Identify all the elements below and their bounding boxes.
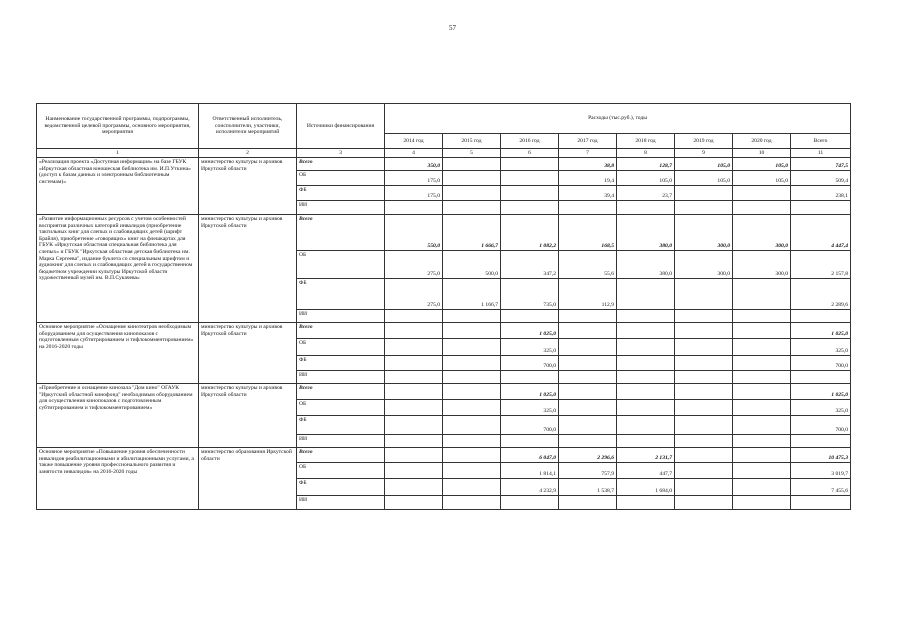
amount-cell: [675, 435, 733, 448]
funding-source: ФБ: [297, 416, 385, 435]
executor: министерство культуры и архивов Иркутской области: [199, 215, 297, 323]
header-name: Наименование государственной программы, подпрограммы, ведомственной целевой программы, основного мероприятия, мероприятия: [37, 104, 199, 149]
amount-cell: 380,0: [617, 215, 675, 251]
amount-cell: 168,5: [559, 215, 617, 251]
amount-cell: 23,7: [617, 186, 675, 201]
amount-cell: 1 166,7: [443, 279, 501, 310]
executor: министерство культуры и архивов Иркутской области: [199, 158, 297, 215]
total-cell: 1 025,0: [791, 323, 851, 339]
amount-cell: [733, 384, 791, 400]
amount-cell: 275,0: [385, 279, 443, 310]
amount-cell: [385, 310, 443, 323]
amount-cell: [617, 356, 675, 371]
total-cell: 2 157,8: [791, 251, 851, 279]
amount-cell: [385, 371, 443, 384]
amount-cell: [443, 435, 501, 448]
column-number: 7: [559, 149, 617, 158]
amount-cell: [675, 339, 733, 356]
amount-cell: 700,0: [501, 356, 559, 371]
executor: министерство культуры и архивов Иркутской области: [199, 323, 297, 384]
amount-cell: [385, 323, 443, 339]
total-cell: 2 289,6: [791, 279, 851, 310]
amount-cell: [617, 435, 675, 448]
amount-cell: [559, 310, 617, 323]
total-cell: [791, 201, 851, 215]
amount-cell: 2 131,7: [617, 448, 675, 463]
column-number: 8: [617, 149, 675, 158]
total-cell: 4 447,4: [791, 215, 851, 251]
amount-cell: [675, 310, 733, 323]
funding-source: ИИ: [297, 310, 385, 323]
funding-source: Всего: [297, 448, 385, 463]
amount-cell: 1 025,0: [501, 384, 559, 400]
amount-cell: [675, 201, 733, 215]
total-cell: 7 455,6: [791, 479, 851, 496]
amount-cell: [559, 323, 617, 339]
amount-cell: [733, 371, 791, 384]
amount-cell: 700,0: [501, 416, 559, 435]
funding-source: ОБ: [297, 339, 385, 356]
header-year: 2014 год: [385, 134, 443, 149]
amount-cell: 350,0: [385, 158, 443, 171]
amount-cell: [559, 496, 617, 510]
funding-source: Всего: [297, 215, 385, 251]
amount-cell: [675, 384, 733, 400]
amount-cell: [675, 448, 733, 463]
amount-cell: [443, 496, 501, 510]
amount-cell: 1 082,2: [501, 215, 559, 251]
amount-cell: [617, 384, 675, 400]
amount-cell: [443, 371, 501, 384]
amount-cell: [385, 400, 443, 416]
funding-source: ИИ: [297, 496, 385, 510]
amount-cell: 19,4: [559, 171, 617, 186]
amount-cell: [675, 479, 733, 496]
amount-cell: [559, 201, 617, 215]
amount-cell: [385, 496, 443, 510]
amount-cell: 4 232,9: [501, 479, 559, 496]
header-year: 2016 год: [501, 134, 559, 149]
total-cell: 325,0: [791, 339, 851, 356]
amount-cell: [675, 463, 733, 479]
header-expenses: Расходы (тыс.руб.), годы: [385, 104, 851, 134]
amount-cell: [443, 416, 501, 435]
amount-cell: [617, 371, 675, 384]
total-cell: 10 475,3: [791, 448, 851, 463]
amount-cell: 6 047,0: [501, 448, 559, 463]
column-number: 10: [733, 149, 791, 158]
amount-cell: [443, 158, 501, 171]
column-number-row: [37, 149, 851, 158]
amount-cell: [501, 371, 559, 384]
amount-cell: 447,7: [617, 463, 675, 479]
page-number: 57: [449, 24, 456, 32]
total-cell: 238,1: [791, 186, 851, 201]
total-cell: 700,0: [791, 416, 851, 435]
amount-cell: 1 684,0: [617, 479, 675, 496]
amount-cell: [443, 323, 501, 339]
amount-cell: 128,7: [617, 158, 675, 171]
funding-source: Всего: [297, 384, 385, 400]
amount-cell: [559, 356, 617, 371]
amount-cell: 735,0: [501, 279, 559, 310]
amount-cell: 38,8: [559, 158, 617, 171]
header-executor: Ответственный исполнитель, соисполнители, участники, исполнители мероприятий: [199, 104, 297, 149]
funding-source: ОБ: [297, 463, 385, 479]
header-year: 2015 год: [443, 134, 501, 149]
amount-cell: [385, 339, 443, 356]
funding-source: ФБ: [297, 279, 385, 310]
amount-cell: 300,0: [675, 215, 733, 251]
amount-cell: [501, 310, 559, 323]
amount-cell: [733, 416, 791, 435]
amount-cell: [733, 310, 791, 323]
amount-cell: [501, 186, 559, 201]
total-cell: [791, 496, 851, 510]
amount-cell: [733, 186, 791, 201]
amount-cell: [733, 279, 791, 310]
measure-name: «Развитие информационных ресурсов с учетом особенностей восприятия различных категорий инвалидов (приобретение тактильных книг для слепых и слабовидящих детей (шрифт Брайля), приобретение «говорящих» книг на флешкартах для ГБУК «Иркутская областная специальная библиотека для слепых» и ГБУК "Иркутская областная детская библиотека им. Марка Сергеева", издание буклета со специальным шрифтом и аудиокниг для слепых и слабовидящих детей в государственном бюджетном учреждении культуры Иркутской области художественный музей им. В.П.Сукачева»: [37, 215, 199, 323]
funding-source: ИИ: [297, 435, 385, 448]
funding-source: ФБ: [297, 479, 385, 496]
table-row: [37, 215, 851, 251]
header-source: Источники финансирования: [297, 104, 385, 149]
amount-cell: [385, 448, 443, 463]
amount-cell: [733, 479, 791, 496]
amount-cell: 550,0: [385, 215, 443, 251]
amount-cell: [559, 339, 617, 356]
funding-source: ФБ: [297, 186, 385, 201]
total-cell: [791, 310, 851, 323]
amount-cell: [385, 463, 443, 479]
amount-cell: [675, 400, 733, 416]
amount-cell: [733, 201, 791, 215]
amount-cell: 300,0: [733, 251, 791, 279]
amount-cell: [675, 356, 733, 371]
header-year: 2020 год: [733, 134, 791, 149]
amount-cell: [617, 339, 675, 356]
column-number: 5: [443, 149, 501, 158]
amount-cell: [443, 201, 501, 215]
header-total: Всего: [791, 134, 851, 149]
amount-cell: [385, 435, 443, 448]
amount-cell: 105,0: [675, 158, 733, 171]
amount-cell: [385, 201, 443, 215]
amount-cell: 347,2: [501, 251, 559, 279]
amount-cell: 275,0: [385, 251, 443, 279]
amount-cell: 175,0: [385, 171, 443, 186]
measure-name: «Приобретение и оснащение кинозала "Дом кино" ОГАУК "Иркутский областной кинофонд" необходимым оборудованием для осуществления кинопоказов с подготовленным субтитрированием и тифлокомментированием»: [37, 384, 199, 448]
header-year: 2017 год: [559, 134, 617, 149]
amount-cell: [501, 201, 559, 215]
funding-source: Всего: [297, 323, 385, 339]
amount-cell: 112,9: [559, 279, 617, 310]
table-row: [37, 448, 851, 463]
amount-cell: 1 666,7: [443, 215, 501, 251]
amount-cell: [733, 339, 791, 356]
amount-cell: 500,0: [443, 251, 501, 279]
amount-cell: [443, 356, 501, 371]
amount-cell: [559, 416, 617, 435]
amount-cell: [617, 496, 675, 510]
column-number: 11: [791, 149, 851, 158]
total-cell: 325,0: [791, 400, 851, 416]
total-cell: 3 019,7: [791, 463, 851, 479]
total-cell: 1 025,0: [791, 384, 851, 400]
total-cell: [791, 371, 851, 384]
amount-cell: 325,0: [501, 339, 559, 356]
column-number: 6: [501, 149, 559, 158]
amount-cell: 1 814,1: [501, 463, 559, 479]
amount-cell: [443, 400, 501, 416]
total-cell: 509,4: [791, 171, 851, 186]
amount-cell: 300,0: [675, 251, 733, 279]
amount-cell: [617, 310, 675, 323]
column-number: 4: [385, 149, 443, 158]
amount-cell: [733, 448, 791, 463]
amount-cell: [443, 310, 501, 323]
amount-cell: [617, 416, 675, 435]
funding-source: ИИ: [297, 201, 385, 215]
funding-source: Всего: [297, 158, 385, 171]
table-row: [37, 323, 851, 339]
table-row: [37, 384, 851, 400]
amount-cell: [559, 400, 617, 416]
funding-source: ОБ: [297, 251, 385, 279]
total-cell: 700,0: [791, 356, 851, 371]
amount-cell: [443, 448, 501, 463]
amount-cell: [443, 339, 501, 356]
amount-cell: [443, 463, 501, 479]
header-year: 2019 год: [675, 134, 733, 149]
amount-cell: [617, 279, 675, 310]
amount-cell: 105,0: [617, 171, 675, 186]
measure-name: «Реализация проекта «Доступная информация» на базе ГБУК «Иркутская областная юношеская библиотека им. И.П.Уткина» (доступ к базам данных и электронным библиотечным системам)»: [37, 158, 199, 215]
amount-cell: [443, 384, 501, 400]
amount-cell: 1 538,7: [559, 479, 617, 496]
amount-cell: [385, 384, 443, 400]
funding-source: ИИ: [297, 371, 385, 384]
amount-cell: [675, 323, 733, 339]
header-year: 2018 год: [617, 134, 675, 149]
measure-name: Основное мероприятие «Оснащение кинотеатров необходимым оборудованием для осуществления кинопоказов с подготовленным субтитрированием и тифлокомментированием» на 2016-2020 годы: [37, 323, 199, 384]
amount-cell: [385, 479, 443, 496]
amount-cell: [675, 416, 733, 435]
funding-source: ОБ: [297, 171, 385, 186]
amount-cell: [733, 323, 791, 339]
amount-cell: [617, 201, 675, 215]
amount-cell: [501, 158, 559, 171]
table-row: [37, 158, 851, 171]
amount-cell: 105,0: [733, 158, 791, 171]
amount-cell: [443, 186, 501, 201]
total-cell: 747,5: [791, 158, 851, 171]
amount-cell: [501, 496, 559, 510]
amount-cell: [733, 463, 791, 479]
column-number: 9: [675, 149, 733, 158]
amount-cell: 2 296,6: [559, 448, 617, 463]
amount-cell: 300,0: [733, 215, 791, 251]
amount-cell: 105,0: [733, 171, 791, 186]
amount-cell: [617, 323, 675, 339]
amount-cell: [675, 279, 733, 310]
amount-cell: 55,6: [559, 251, 617, 279]
table-body: [37, 158, 851, 510]
amount-cell: [617, 400, 675, 416]
amount-cell: 757,9: [559, 463, 617, 479]
amount-cell: [559, 384, 617, 400]
amount-cell: [733, 400, 791, 416]
amount-cell: [733, 356, 791, 371]
amount-cell: [675, 186, 733, 201]
amount-cell: [501, 171, 559, 186]
executor: министерство образования Иркутской области: [199, 448, 297, 510]
amount-cell: [559, 371, 617, 384]
amount-cell: [675, 496, 733, 510]
total-cell: [791, 435, 851, 448]
amount-cell: 175,0: [385, 186, 443, 201]
column-number: 1: [37, 149, 199, 158]
column-number: 2: [199, 149, 297, 158]
amount-cell: [443, 171, 501, 186]
amount-cell: 39,4: [559, 186, 617, 201]
amount-cell: 105,0: [675, 171, 733, 186]
funding-source: ОБ: [297, 400, 385, 416]
measure-name: Основное мероприятие «Повышение уровня обеспеченности инвалидов реабилитационными и абилитационными услугами, а также повышение уровня профессионального развития и занятости инвалидов» на 2016-2020 годы: [37, 448, 199, 510]
amount-cell: [733, 435, 791, 448]
amount-cell: [443, 479, 501, 496]
amount-cell: [501, 435, 559, 448]
budget-table: [36, 103, 851, 510]
amount-cell: [385, 356, 443, 371]
amount-cell: [559, 435, 617, 448]
amount-cell: 380,0: [617, 251, 675, 279]
funding-source: ФБ: [297, 356, 385, 371]
amount-cell: [733, 496, 791, 510]
amount-cell: [385, 416, 443, 435]
amount-cell: 325,0: [501, 400, 559, 416]
column-number: 3: [297, 149, 385, 158]
executor: министерство культуры и архивов Иркутской области: [199, 384, 297, 448]
amount-cell: [675, 371, 733, 384]
amount-cell: 1 025,0: [501, 323, 559, 339]
